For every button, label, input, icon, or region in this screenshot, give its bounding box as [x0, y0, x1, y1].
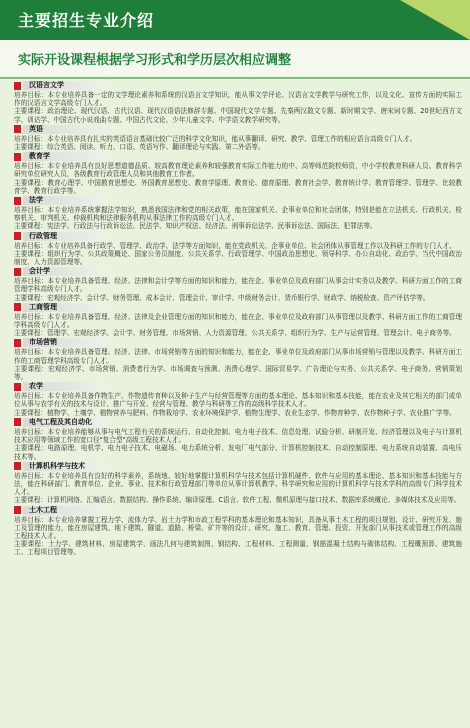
section-header: [14, 338, 462, 347]
major-section: [14, 338, 462, 381]
major-section: [14, 506, 462, 557]
section-header: [14, 462, 462, 471]
section-courses: 主要课程：宪法学、行政法与行政诉讼法、民法学、知识产权法、经济法、刑事诉讼法学、民事诉讼法、国际法、犯罪法等。: [14, 222, 377, 231]
section-marker-icon: [14, 418, 21, 426]
major-section: [14, 418, 462, 461]
major-list: [14, 80, 462, 725]
section-header: [14, 506, 462, 515]
section-courses: 主要课程：管理学、宏观经济学、会计学、财务管理、市场营销、人力资源管理、公共关系学、组织行为学、生产与运营管理、管理会计、电子商务等。: [14, 329, 456, 338]
major-section: [14, 81, 462, 124]
page-subtitle: 实际开设课程根据学习形式和学历层次相应调整: [18, 53, 292, 68]
section-title: 法学: [23, 196, 105, 205]
section-marker-icon: [14, 197, 21, 205]
section-marker-icon: [14, 303, 21, 311]
major-section: [14, 152, 462, 195]
section-title: 工商管理: [23, 303, 105, 312]
header-banner: [0, 0, 470, 40]
section-marker-icon: [14, 383, 21, 391]
section-goal: 培养目标：本专业培养具备管理、经济、法律和会计学等方面的知识和能力，能在企、事业单位及政府部门从事会计实务以及教学、科研方面工作的工商管理学科高级专门人才。: [14, 277, 462, 294]
section-title: 行政管理: [23, 232, 105, 241]
divider: [0, 77, 470, 79]
section-goal: 培养目标：本专业培养能够从事与电气工程有关的系统运行、自动化控制、电力电子技术、信息处理、试验分析、研制开发、经济管理以及电子与计算机技术应用等领域工作的宽口径"复合型"高级工程技术人才。: [14, 427, 462, 445]
section-header: [14, 196, 462, 205]
section-goal: 培养目标：本专业培养具备行政学、管理学、政治学、法学等方面知识，能在党政机关、企事业单位、社会团体从事管理工作以及科研工作的专门人才。: [14, 241, 456, 250]
section-goal: 培养目标：本专业培养系统掌握法学知识，熟悉我国法律和党的相关政策，能在国家机关、企事业单位和社会团体，特别是能在立法机关、行政机关、检察机关、审判机关、仲裁机构和法律服务机构从事法律工作的高级专门人才。: [14, 206, 462, 223]
section-courses: 主要课程：教育心理学、中国教育思想史、外国教育思想史、教育学原理、教育论、德育原理、教育社会学、教育统计学、教育管理学、管理学、比较教育学、教育行政学等。: [14, 178, 462, 195]
section-goal: 培养目标：本专业培养具备管理、经济、法律及企业管理方面的知识和能力，能在企、事业单位及政府部门从事管理以及教学、科研方面工作的工商管理学科高级专门人才。: [14, 312, 462, 330]
major-section: [14, 267, 462, 302]
section-courses: 主要课程：宏观经济学、会计学、财务管理、成本会计、管理会计、审计学、中级财务会计、货币银行学、财政学、纳税检查、资产评估学等。: [14, 293, 430, 302]
section-courses: 主要课程：综合英语、阅读、听力、口语、英语写作、翻译理论与实践、第二外语等。: [14, 143, 265, 152]
section-courses: 主要课程：电路原理、电机学、电力电子技术、电磁场、电力系统分析、发电厂电气部分、计算机控制技术、自动控制原理、电力系统自动装置、高电压技术等。: [14, 444, 462, 461]
major-section: [14, 196, 462, 231]
major-section: [14, 462, 462, 505]
section-courses: 主要课程：宏观经济学、市场营销、消费者行为学、市场调查与预测、消费心理学、国际贸易学、广告理论与实务、公共关系学、电子商务、营销策划等。: [14, 364, 462, 382]
section-title: 市场营销: [23, 338, 105, 347]
section-header: [14, 81, 462, 90]
section-title: 汉语言文学: [23, 81, 105, 90]
section-marker-icon: [14, 125, 21, 133]
section-courses: 主要课程：计算机网络、汇编语言、数据结构、操作系统、编译原理、C语言、软件工程、微机原理与接口技术、数据库系统概论、多媒体技术及应用等。: [14, 496, 461, 505]
section-title: 会计学: [23, 267, 105, 276]
section-title: 教育学: [23, 152, 105, 161]
section-title: 英语: [23, 125, 105, 134]
major-section: [14, 232, 462, 267]
section-courses: 主要课程：组织行为学、公共政策概论、国家公务员制度、公共关系学、行政管理学、中国政治思想史、领导科学、办公自动化、政治学、当代中国政治制度、人力资源管理等。: [14, 249, 462, 267]
section-goal: 培养目标：本专业培养具备作物生产、作物遗传育种以及种子生产与经营管理等方面的基本理论、基本知识和基本技能，能在农业及其它相关的部门或单位从事与农学有关的技术与设计、推广与开发、经营与管理、教学与科研等工作的高级科学技术人才。: [14, 392, 462, 409]
section-header: [14, 418, 462, 427]
section-header: [14, 267, 462, 276]
section-courses: 主要课程：植物学、土壤学、植物营养与肥料、作物栽培学、农业环境保护学、植物生理学、农业生态学、作物育种学、农作物种子学、农业推广学等。: [14, 408, 456, 417]
major-section: [14, 303, 462, 338]
header-accent: [400, 0, 470, 40]
section-header: [14, 303, 462, 312]
section-header: [14, 152, 462, 161]
section-goal: 培养目标：本专业培养具备一定的文学理论素养和系统的汉语言文学知识，能从事文学评论、汉语言文学教学与研究工作，以及文化、宣传方面的实际工作的汉语言文学高级专门人才。: [14, 91, 462, 108]
section-goal: 培养目标：本专业培养具备管理、经济、法律、市场营销等方面的知识和能力，能在企、事业单位及政府部门从事市场营销与管理以及教学、科研方面工作的工商管理学科高级专门人才。: [14, 348, 462, 365]
section-marker-icon: [14, 232, 21, 240]
major-section: [14, 125, 462, 151]
section-courses: 主要课程：政治理论、现代汉语、古代汉语、现代汉语语法修辞专题、中国现代文学专题、先秦两汉散文专题、新时期文学、唐宋词专题、20世纪西方文学、训诂学、中国古代小说戏曲专题、中国古代文论、少年儿童文学、中学语文教学研究等。: [14, 107, 462, 124]
section-title: 计算机科学与技术: [23, 462, 105, 471]
section-marker-icon: [14, 82, 21, 90]
section-title: 土木工程: [23, 506, 105, 515]
section-title: 农学: [23, 382, 105, 391]
section-courses: 主要课程：土力学、建筑材料、房屋建筑学、画法几何与建筑制图、钢结构、工程材料、工程测量、钢筋混凝土结构与砌体结构、工程概预算、建筑施工、工程项目管理等。: [14, 540, 462, 557]
section-goal: 培养目标：本专业培养具有良好思想道德品质、较高教育理论素养和较强教育实际工作能力的中、高等师范院校师资，中小学校教育科研人员、教育科学研究单位研究人员，各级教育行政管理人员和其他教育工作者。: [14, 162, 462, 179]
section-marker-icon: [14, 153, 21, 161]
section-marker-icon: [14, 506, 21, 514]
page-title: 主要招生专业介绍: [18, 11, 155, 30]
section-header: [14, 232, 462, 241]
section-goal: 培养目标：本专业培养掌握工程力学、流体力学、岩土力学和市政工程学科的基本理论和基本知识，具备从事土木工程的项目规划、设计、研究开发、施工及管理的能力，能在房屋建筑、地下建筑、隧道、道路、桥梁、矿井等的设计、研究、施工、教育、管理、投资、开发部门从事技术或管理工作的高级工程技术人才。: [14, 515, 462, 540]
section-marker-icon: [14, 339, 21, 347]
section-marker-icon: [14, 268, 21, 276]
major-section: [14, 382, 462, 417]
section-header: [14, 382, 462, 391]
section-marker-icon: [14, 462, 21, 470]
section-header: [14, 125, 462, 134]
section-goal: 培养目标：本专业培养具有良好的科学素养，系统地、较好地掌握计算机科学与技术包括计算机硬件、软件与应用的基本理论、基本知识和基本技能与方法，能在科研部门、教育单位、企业、事业、技术和行政管理部门等单位从事计算机教学、科学研究和应用的计算机科学与技术学科的高级专门科学技术人才。: [14, 471, 462, 497]
section-title: 电气工程及其自动化: [23, 418, 105, 427]
section-goal: 培养目标：本专业培养具有扎实的英语语言基础比较广泛的科学文化知识，能从事翻译、研究、教学、管理工作的相应语言高级专门人才。: [14, 134, 417, 143]
